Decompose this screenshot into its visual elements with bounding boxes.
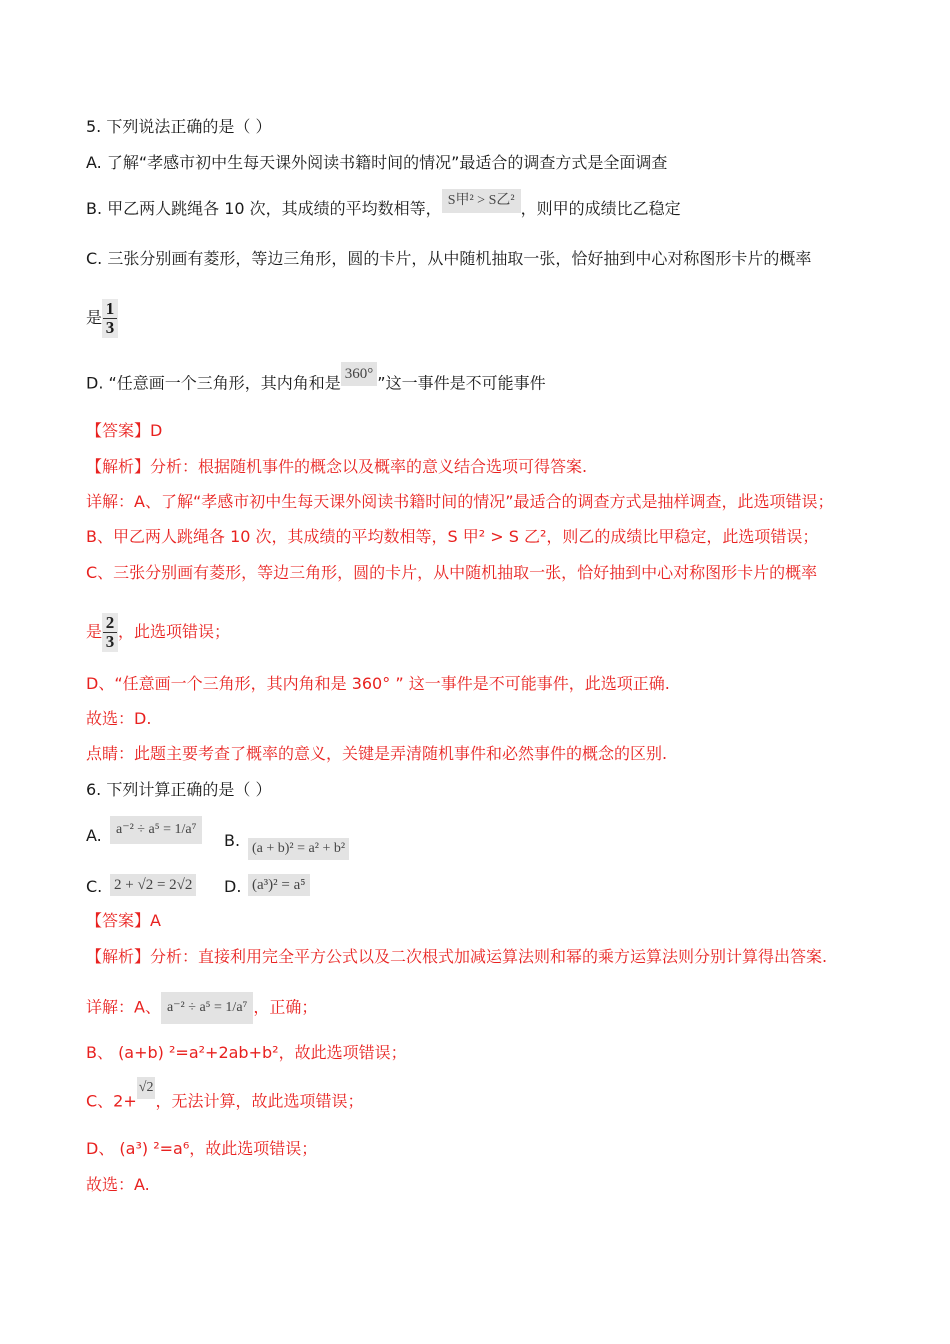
q5-option-d-text: D. “任意画一个三角形，其内角和是 <box>86 373 341 393</box>
q5-detail-c: C、三张分别画有菱形，等边三角形，圆的卡片，从中随机抽取一张，恰好抽到中心对称图形卡片的概率 <box>86 563 818 582</box>
q5-option-d <box>86 366 546 396</box>
formula-d: (a³)² = a⁵ <box>248 874 310 896</box>
q5-option-c-line2 <box>86 296 118 340</box>
formula-b: (a + b)² = a² + b² <box>248 838 349 860</box>
q6-detail-d: D、 (a³) ²=a⁶，故此选项错误； <box>86 1139 318 1158</box>
q5-option-c-shi: 是 <box>86 308 103 327</box>
q5-analysis: 【解析】分析：根据随机事件的概念以及概率的意义结合选项可得答案. <box>86 457 588 476</box>
q6-detail-b: B、 (a+b) ²=a²+2ab+b²，故此选项错误； <box>86 1043 407 1062</box>
fraction-numerator: 1 <box>105 298 115 318</box>
fraction-denominator: 3 <box>105 631 115 651</box>
q5-choose: 故选：D. <box>86 709 152 728</box>
q5-option-b-text: B. 甲乙两人跳绳各 10 次，其成绩的平均数相等， <box>86 199 442 218</box>
q5-comment: 点睛：此题主要考查了概率的意义，关键是弄清随机事件和必然事件的概念的区别. <box>86 744 668 763</box>
q5-detail-c-line2 <box>86 610 230 654</box>
q6-stem: 6. 下列计算正确的是（ ） <box>86 780 272 799</box>
q5-detail-c-shi: 是 <box>86 622 103 641</box>
fraction-two-thirds <box>102 613 118 652</box>
q6-option-c-label: C. <box>86 877 103 896</box>
q5-option-a: A. 了解“孝感市初中生每天课外阅读书籍时间的情况”最适合的调查方式是全面调查 <box>86 153 668 172</box>
q6-analysis: 【解析】分析：直接利用完全平方公式以及二次根式加减运算法则和幂的乘方运算法则分别计算得出答案. <box>86 947 828 966</box>
q5-detail-d: D、“任意画一个三角形，其内角和是 360° ” 这一事件是不可能事件，此选项正确. <box>86 674 670 693</box>
q6-option-a-label: A. <box>86 826 102 845</box>
q5-stem: 5. 下列说法正确的是（ ） <box>86 117 272 136</box>
q5-option-b <box>86 192 681 219</box>
fraction-denominator: 3 <box>105 317 115 337</box>
q5-option-c: C. 三张分别画有菱形，等边三角形，圆的卡片，从中随机抽取一张，恰好抽到中心对称图形卡片的概率 <box>86 249 812 268</box>
q5-detail-c-tail: ，此选项错误； <box>118 622 231 641</box>
q5-detail-b: B、甲乙两人跳绳各 10 次，其成绩的平均数相等，S 甲² > S 乙²，则乙的成绩比甲稳定，此选项错误； <box>86 527 819 546</box>
angle-360-formula: 360° <box>341 362 378 386</box>
sqrt-two-formula: √2 <box>137 1077 156 1099</box>
formula-a-detail: a⁻² ÷ a⁵ = 1/a⁷ <box>161 992 253 1024</box>
q6-detail-a-tail: ，正确； <box>253 997 318 1017</box>
q6-option-a-formula <box>110 816 202 844</box>
variance-compare-formula: S甲² > S乙² <box>442 189 521 213</box>
q6-option-b-formula <box>248 838 349 860</box>
q5-answer: 【答案】D <box>86 421 163 440</box>
q5-detail-a: 详解：A、了解“孝感市初中生每天课外阅读书籍时间的情况”最适合的调查方式是抽样调查，此选项错误； <box>86 492 834 511</box>
q6-option-c-formula <box>110 874 196 896</box>
q6-detail-c-label: C、2+ <box>86 1091 137 1111</box>
q6-detail-c <box>86 1080 364 1113</box>
q6-detail-c-tail: ，无法计算，故此选项错误； <box>155 1091 364 1111</box>
q6-option-d-formula <box>248 874 310 896</box>
fraction-one-third <box>102 299 118 338</box>
formula-c: 2 + √2 = 2√2 <box>110 874 196 896</box>
fraction-numerator: 2 <box>105 612 115 632</box>
formula-a: a⁻² ÷ a⁵ = 1/a⁷ <box>110 816 202 844</box>
q6-option-b-label: B. <box>224 831 241 850</box>
q5-option-b-tail: ，则甲的成绩比乙稳定 <box>520 199 681 218</box>
q5-option-d-tail: ”这一事件是不可能事件 <box>377 373 546 393</box>
q6-detail-a <box>86 992 317 1024</box>
q6-answer: 【答案】A <box>86 911 161 930</box>
q6-choose: 故选：A. <box>86 1175 150 1194</box>
q6-detail-a-label: 详解：A、 <box>86 997 161 1017</box>
q6-option-d-label: D. <box>224 877 242 896</box>
